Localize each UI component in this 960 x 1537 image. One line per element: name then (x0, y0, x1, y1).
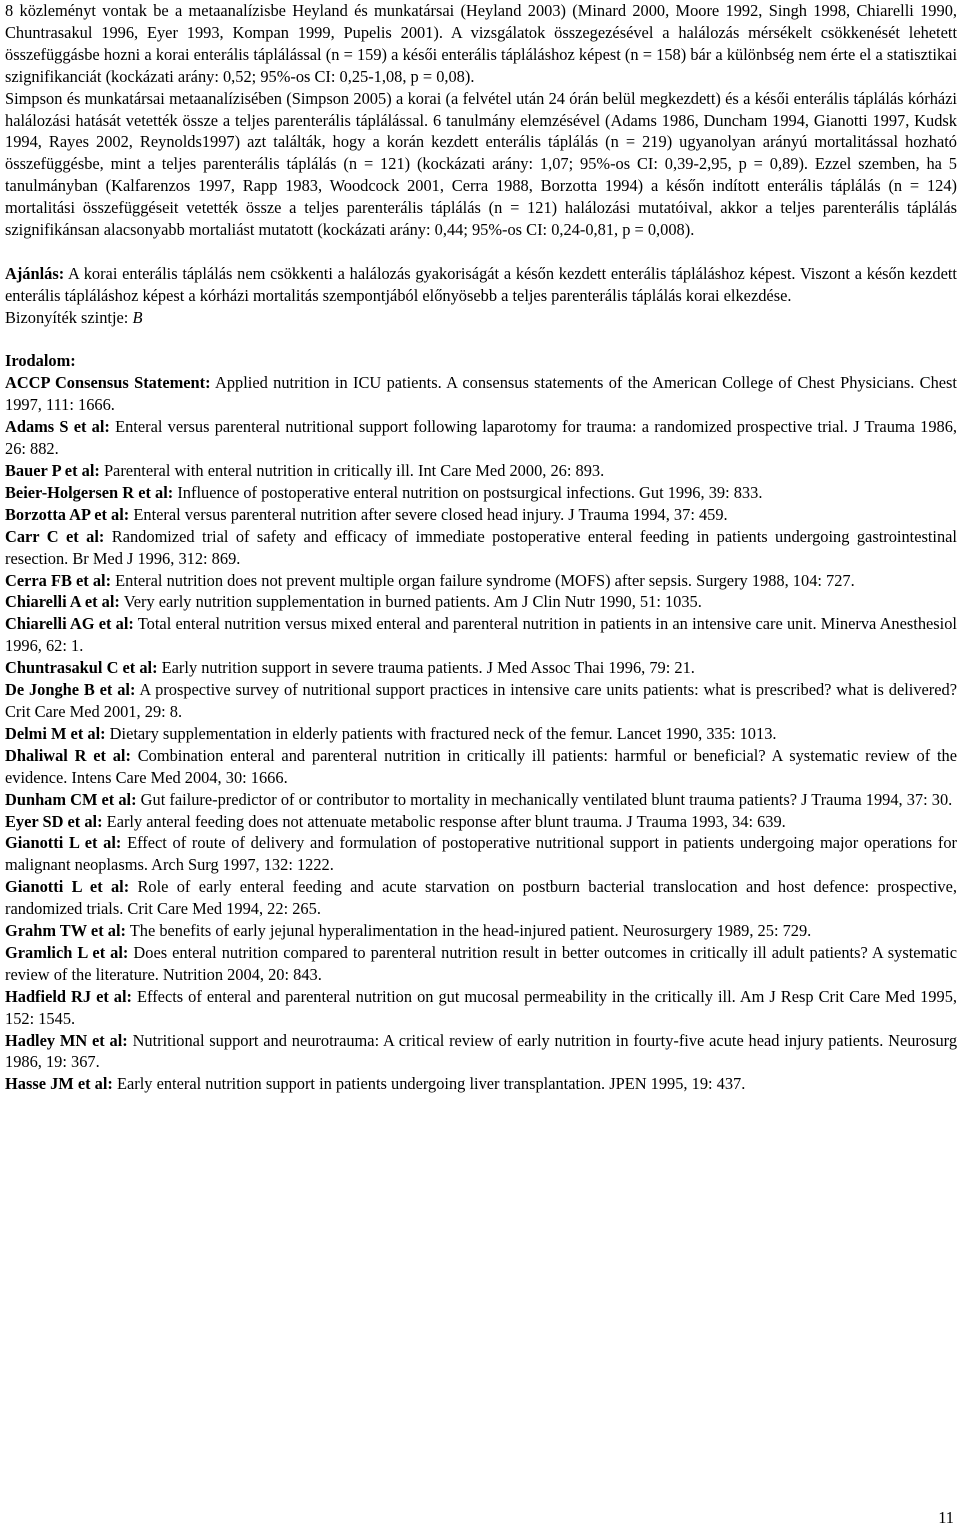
paragraph-heyland-metaanalysis: 8 közleményt vontak be a metaanalízisbe Heyland és munkatársai (Heyland 2003) (Minard 2000, Moore 1992, Singh 1998, Chiarelli 1990, Chuntrasakul 1996, Eyer 1993, Kompan 1999, Pupelis 2001). A vizsgálatok összegezésével a halálozás mérsékelt csökkenését lehetett összefüggásbe hozni a korai enterális táplálással (n = 159) a késői enterális tápláláshoz képest (n = 158) bár a különbség nem érte el a statisztikai szignifikanciát (kockázati arány: 0,52; 95%-os CI: 0,25-1,08, p = 0,08). (5, 1, 957, 86)
reference-author: Bauer P et al: (5, 461, 100, 480)
evidence-level-line (5, 307, 957, 329)
reference-text: Gut failure-predictor of or contributor to mortality in mechanically ventilated blunt trauma patients? J Trauma 1994, 37: 30. (136, 789, 953, 809)
reference-author: Hadley MN et al: (5, 1030, 128, 1050)
reference-item (5, 1030, 957, 1074)
reference-item (5, 942, 957, 986)
reference-text: Early enteral nutrition support in patients undergoing liver transplantation. JPEN 1995, 19: 437. (112, 1074, 746, 1094)
page-number: 11 (938, 1508, 954, 1527)
reference-author: Gianotti L et al: (5, 833, 122, 853)
reference-text: A prospective survey of nutritional support practices in intensive care units patients: what is prescribed? what is delivered? Crit Care Med 2001, 29: 8. (5, 680, 957, 721)
reference-text: Randomized trial of safety and efficacy of immediate postoperative enteral feeding in patients undergoing gastrointestinal resection. Br Med J 1996, 312: 869. (5, 526, 957, 568)
recommendation-label: Ajánlás: (5, 263, 65, 283)
reference-text: Effect of route of delivery and formulation of postoperative nutritional support in patients undergoing major operations for malignant neoplasms. Arch Surg 1997, 132: 1222. (5, 833, 957, 875)
reference-item (5, 482, 957, 504)
reference-item (5, 613, 957, 657)
reference-item (5, 570, 957, 592)
reference-text: Enteral versus parenteral nutritional support following laparotomy for trauma: a randomized prospective trial. J Trauma 1986, 26: 882. (5, 417, 958, 459)
reference-item (5, 811, 957, 833)
recommendation (5, 263, 957, 307)
reference-item (5, 679, 957, 723)
reference-text: Effects of enteral and parenteral nutrition on gut mucosal permeability in the critically ill. Am J Resp Crit Care Med 1995, 152: 1545. (5, 986, 957, 1028)
reference-author: Hadfield RJ et al: (5, 986, 133, 1006)
reference-item (5, 591, 957, 613)
reference-author: Hasse JM et al: (5, 1074, 113, 1094)
reference-author: Beier-Holgersen R et al: (5, 482, 174, 502)
reference-item (5, 460, 957, 482)
reference-text: Role of early enteral feeding and acute starvation on postburn bacterial translocation and host defence: prospective, randomized trials. Crit Care Med 1994, 22: 265. (5, 877, 957, 919)
reference-item (5, 504, 957, 526)
references-list (5, 372, 957, 1095)
recommendation-text: A korai enterális táplálás nem csökkenti a halálozás gyakoriságát a későn kezdett enterális tápláláshoz képest. Viszont a későn kezdett enterális tápláláshoz képest a kórházi mortalitás szempontjából előnyösebb a teljes parenterális táplálás korai elkezdése. (5, 263, 957, 305)
evidence-label: Bizonyíték szintje: (5, 307, 129, 327)
reference-item (5, 876, 957, 920)
reference-item (5, 372, 957, 416)
reference-item (5, 723, 957, 745)
reference-author: ACCP Consensus Statement: (5, 373, 211, 393)
reference-text: Total enteral nutrition versus mixed enteral and parenteral nutrition in patients in an intensive care unit. Minerva Anesthesiol 1996, 62: 1. (5, 614, 957, 656)
reference-item (5, 526, 957, 570)
reference-author: Cerra FB et al: (5, 570, 112, 590)
reference-author: Chuntrasakul C et al: (5, 658, 158, 678)
document-page (5, 0, 957, 1095)
reference-item (5, 416, 957, 460)
reference-author: Eyer SD et al: (5, 811, 103, 831)
reference-text: Applied nutrition in ICU patients. A consensus statements of the American College of Chest Physicians. Chest 1997, 111: 1666. (5, 373, 957, 415)
reference-author: Dunham CM et al: (5, 789, 137, 809)
reference-author: Chiarelli AG et al: (5, 614, 134, 634)
reference-item (5, 832, 957, 876)
reference-text: Parenteral with enteral nutrition in critically ill. Int Care Med 2000, 26: 893. (99, 461, 605, 480)
spacer (5, 241, 957, 263)
reference-author: De Jonghe B et al: (5, 680, 136, 700)
reference-author: Dhaliwal R et al: (5, 745, 131, 765)
reference-author: Carr C et al: (5, 526, 105, 546)
reference-text: Combination enteral and parenteral nutrition in critically ill patients: harmful or beneficial? A systematic review of the evidence. Intens Care Med 2004, 30: 1666. (5, 745, 957, 787)
reference-text: The benefits of early jejunal hyperalimentation in the head-injured patient. Neurosurgery 1989, 25: 729. (125, 921, 812, 941)
reference-author: Borzotta AP et al: (5, 504, 130, 524)
paragraph-simpson-metaanalysis: Simpson és munkatársai metaanalízisében (Simpson 2005) a korai (a felvétel után 24 órán belül megkezdett) és a késői enterális táplálás kórházi halálozási hatását vetették össze a teljes parenterális táplálással. 6 tanulmány elemzésével (Adams 1986, Duncham 1994, Gianotti 1997, Kudsk 1994, Rayes 2002, Reynolds1997) azt találták, hogy a korán kezdett enterális táplálás (n = 219) ugyanolyan arányú mortalitással hozható összefüggésbe, mint a teljes parenterális táplálás (n = 121) (kockázati arány: 1,07; 95%-os CI: 0,39-2,95, p = 0,89). Ezzel szemben, ha 5 tanulmányban (Kalfarenzos 1997, Rapp 1983, Woodcock 2001, Cerra 1988, Borzotta 1994) a későn indított enterális táplálás (n = 124) mortalitási összefüggéseit vetették össze a teljes parenterális táplálás (n = 121) halálozási mutatóival, akkor a teljes parenterális táplálás szignifikánsan alacsonyabb mortaliást mutatott (kockázati arány: 0,44; 95%-os CI: 0,24-0,81, p = 0,008). (5, 88, 957, 240)
reference-item (5, 1073, 957, 1095)
reference-item (5, 657, 957, 679)
reference-author: Chiarelli A et al: (5, 592, 120, 612)
reference-author: Gramlich L et al: (5, 942, 129, 962)
reference-item (5, 986, 957, 1030)
spacer (5, 329, 957, 351)
reference-text: Enteral versus parenteral nutrition after severe closed head injury. J Trauma 1994, 37: 459. (129, 504, 728, 524)
reference-text: Does enteral nutrition compared to parenteral nutrition result in better outcomes in critically ill adult patients? A systematic review of the literature. Nutrition 2004, 20: 843. (5, 942, 957, 984)
evidence-level: B (128, 307, 143, 327)
reference-text: Very early nutrition supplementation in burned patients. Am J Clin Nutr 1990, 51: 1035. (119, 592, 702, 612)
reference-text: Nutritional support and neurotrauma: A critical review of early nutrition in fourty-five acute head injury patients. Neurosurg 1986, 19: 367. (5, 1030, 958, 1072)
reference-item (5, 745, 957, 789)
reference-item (5, 789, 957, 811)
references-heading: Irodalom: (5, 351, 76, 371)
reference-text: Early anteral feeding does not attenuate metabolic response after blunt trauma. J Trauma 1993, 34: 639. (102, 811, 786, 831)
reference-item (5, 920, 957, 942)
reference-text: Early nutrition support in severe trauma patients. J Med Assoc Thai 1996, 79: 21. (157, 658, 695, 678)
reference-author: Gianotti L et al: (5, 877, 130, 897)
reference-text: Influence of postoperative enteral nutrition on postsurgical infections. Gut 1996, 39: 833. (173, 482, 763, 502)
reference-text: Dietary supplementation in elderly patients with fractured neck of the femur. Lancet 1990, 335: 1013. (105, 723, 777, 743)
reference-text: Enteral nutrition does not prevent multiple organ failure syndrome (MOFS) after sepsis. Surgery 1988, 104: 727. (111, 570, 855, 590)
reference-author: Delmi M et al: (5, 723, 106, 743)
reference-author: Grahm TW et al: (5, 921, 126, 941)
reference-author: Adams S et al: (5, 417, 110, 437)
